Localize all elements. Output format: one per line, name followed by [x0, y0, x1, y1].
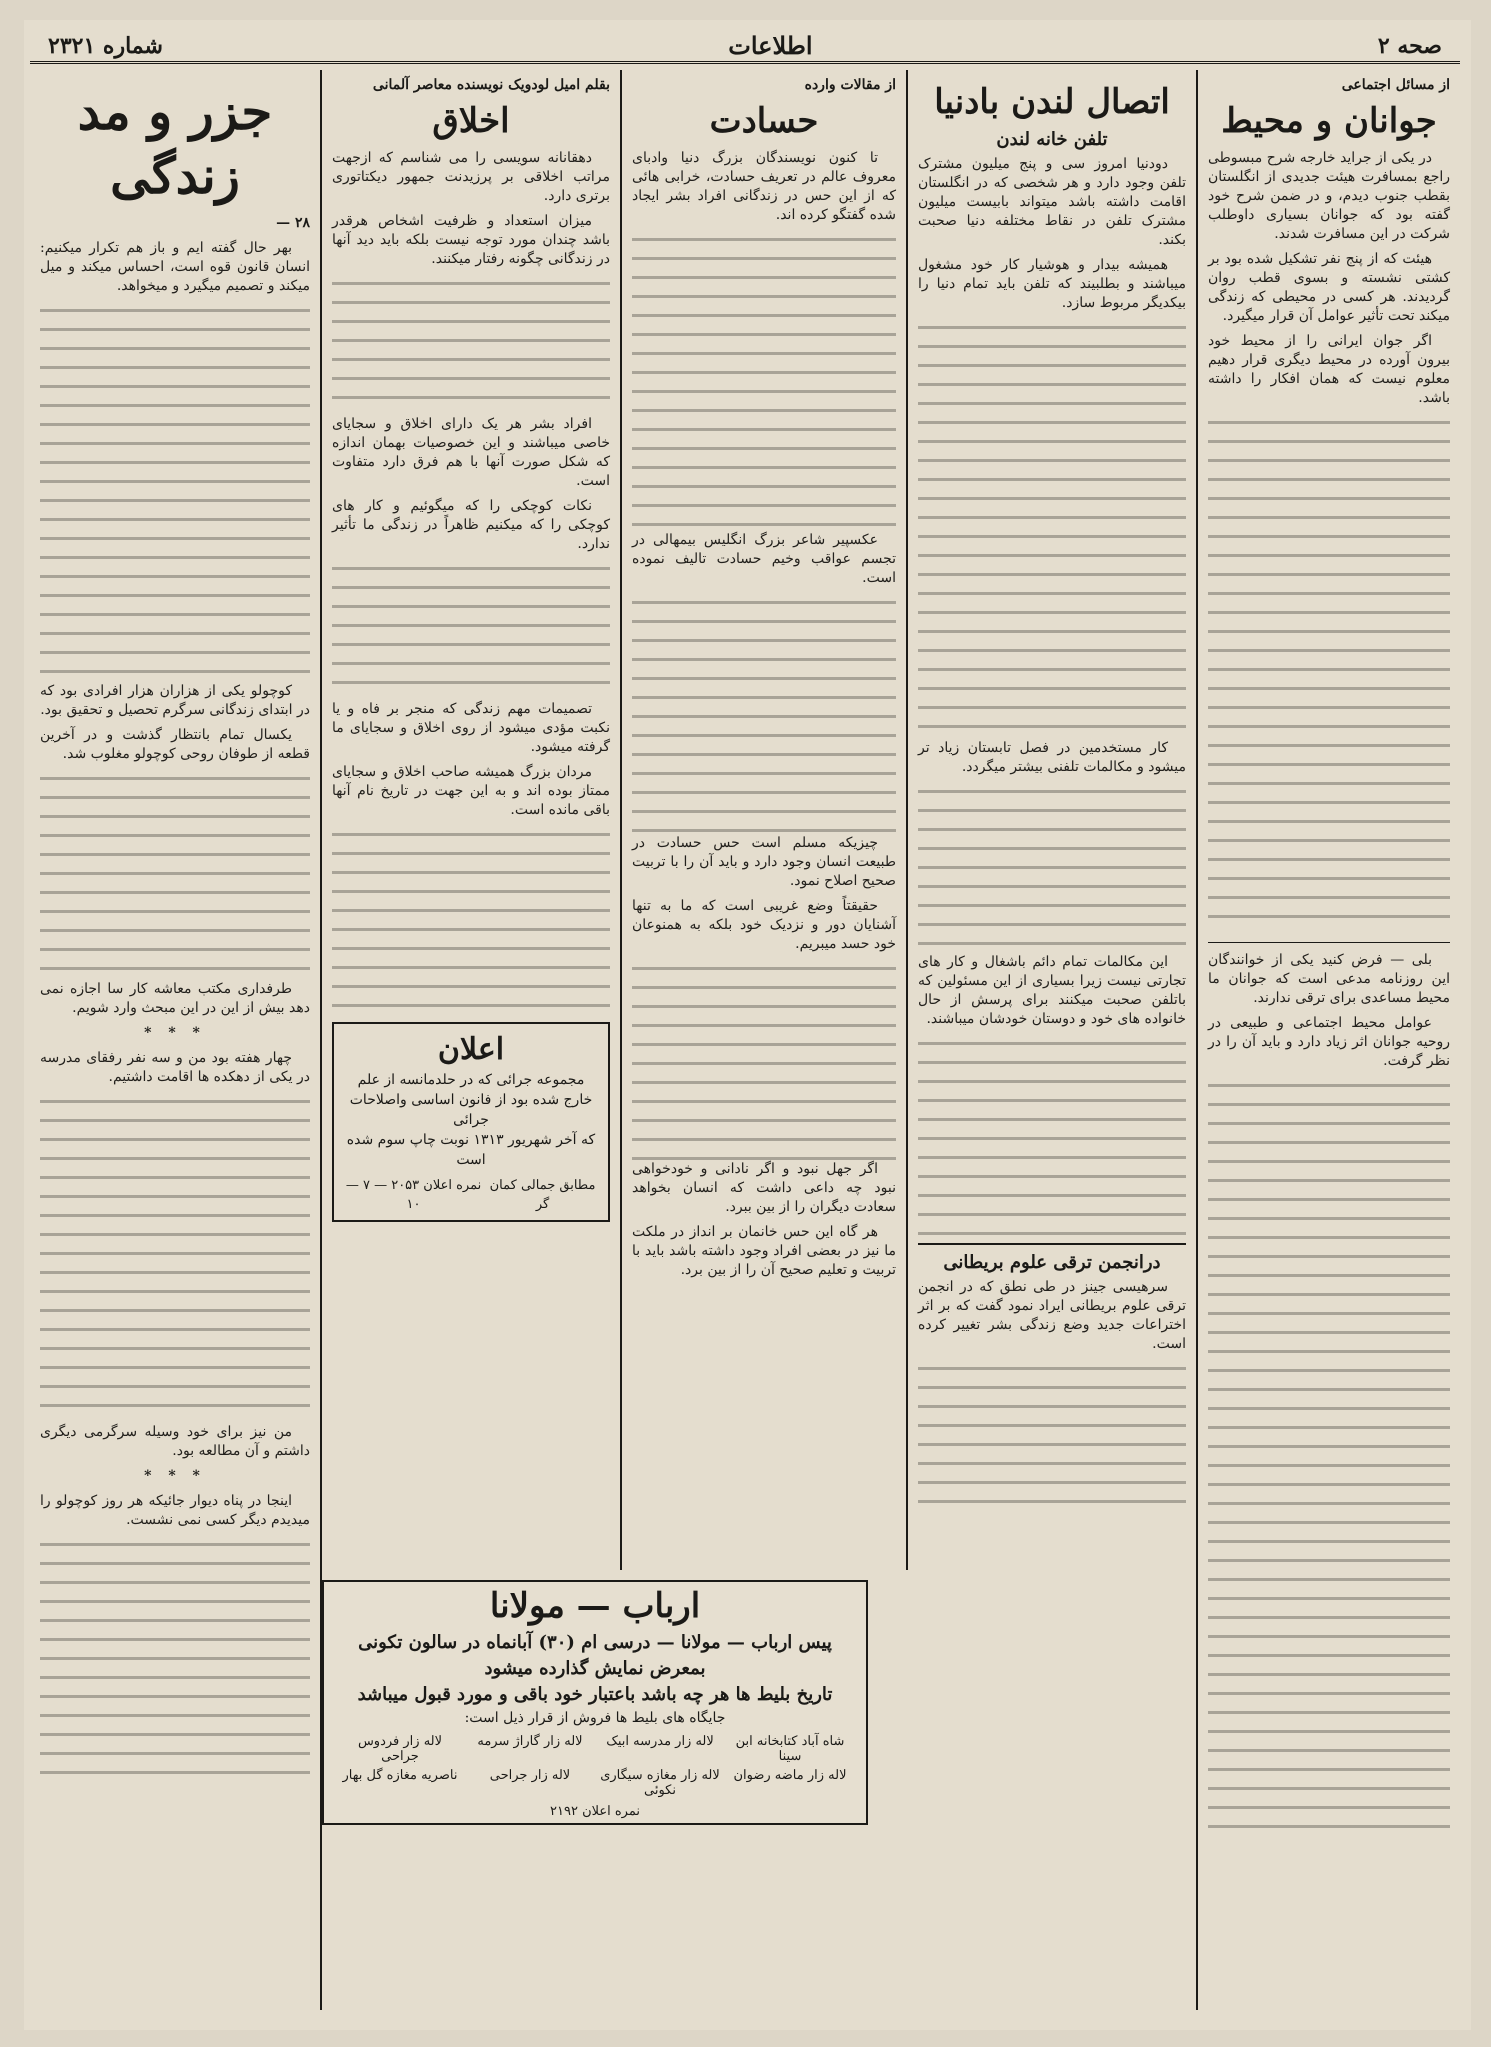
- episode-number: ۲۸ —: [276, 215, 310, 231]
- advert-number: نمره اعلان ۲۱۹۲: [550, 1804, 640, 1819]
- paragraph: چیزیکه مسلم است حس حسادت در طبیعت انسان وجود دارد و باید آن را با تربیت صحیح اصلاح نمود.: [632, 835, 896, 889]
- text-block: [918, 1360, 1186, 1510]
- paragraph: همیشه بیدار و هوشیار کار خود مشغول میباشند و بطلبیند که تلفن باید تمام دنیا را بیکدیگر مربوط سازد.: [918, 257, 1186, 311]
- paragraph: میزان استعداد و ظرفیت اشخاص هرقدر باشد چندان مورد توجه نیست بلکه باید دید آنها در زندگانی چگونه رفتار میکنند.: [332, 213, 610, 267]
- section-kicker: از مقالات وارده: [804, 77, 896, 93]
- paragraph: عکسپیر شاعر بزرگ انگلیس بیمهالی در تجسم عواقب وخیم حسادت تالیف نموده است.: [632, 532, 896, 586]
- text-block: [918, 319, 1186, 739]
- text-block: [1208, 1077, 1450, 1837]
- paragraph: نکات کوچکی را که میگوئیم و کار های کوچکی را که میکنیم ظاهراً در زندگی ما تأثیر ندارد.: [332, 498, 610, 552]
- notice-signature: مطابق جمالی کمان گر: [489, 1178, 596, 1212]
- ticket-location: شاه آباد کتابخانه ابن سینا: [735, 1734, 845, 1764]
- text-block: [40, 1093, 310, 1423]
- masthead: [30, 30, 1460, 64]
- notice-line: مجموعه جرائی که در حلدمانسه از علم خارج شده بود از فانون اساسی واصلاحات جرائی: [349, 1072, 593, 1128]
- ticket-location: لاله زار گاراژ سرمه: [477, 1734, 583, 1749]
- ticket-location: لاله زار ماضه رضوان: [733, 1768, 847, 1783]
- text-block: [40, 1536, 310, 1776]
- text-block: [40, 770, 310, 980]
- notice-meta: [342, 1176, 600, 1214]
- text-block: [632, 231, 896, 531]
- advert-line: تاریخ بلیط ها هر چه باشد باعتبار خود باقی و مورد قبول میباشد: [357, 1684, 833, 1705]
- paragraph: تا کنون نویسندگان بزرگ دنیا وادبای معروف عالم در تعریف حسادت، خرابی هائی که از این حس در زندگانی افراد بشر ایجاد شده گفتگو کرده اند.: [632, 150, 896, 223]
- paper-name: اطلاعات: [728, 31, 813, 60]
- text-block: [632, 960, 896, 1160]
- paragraph: کوچولو یکی از هزاران هزار افرادی بود که در ابتدای زندگانی سرگرم تحصیل و تحقیق بود.: [40, 683, 310, 718]
- paragraph: سرهیسی جینز در طی نطق که در انجمن ترقی علوم بریطانی ایراد نمود گفت که بر اثر اختراعات جدید وضع زندگی بشر تغییر کرده است.: [918, 1279, 1186, 1352]
- ticket-location: لاله زار مغازه سیگاری نکوئی: [600, 1768, 720, 1798]
- column-tides-of-life: [30, 70, 322, 2010]
- advert-line: پیس ارباب — مولانا — درسی ام (۳۰) آبانماه در سالون تکونی: [358, 1632, 832, 1653]
- notice-title: اعلان: [437, 1032, 505, 1067]
- paragraph: مردان بزرگ همیشه صاحب اخلاق و سجایای ممتاز بوده اند و به این جهت در تاریخ نام آنها باقی مانده است.: [332, 764, 610, 818]
- divider: [1208, 942, 1450, 943]
- text-block: [918, 1035, 1186, 1235]
- divider: [918, 1243, 1186, 1245]
- paragraph: این مکالمات تمام دائم باشغال و کار های تجارتی نیست زیرا بسیاری از این مسئولین که باتلفن صحبت میکنند برای پرسش از حال خانواده های خود و دوستان خودشان میباشند.: [918, 954, 1186, 1027]
- paragraph: اگر جهل نبود و اگر نادانی و خودخواهی نبود چه داعی داشت که انسان بخواهد سعادت دیگران را از بین ببرد.: [632, 1161, 896, 1215]
- paragraph: چهار هفته بود من و سه نفر رفقای مدرسه در یکی از دهکده ها اقامت داشتیم.: [40, 1050, 310, 1085]
- ticket-location: لاله زار فردوس جراحی: [357, 1734, 443, 1764]
- text-block: [40, 302, 310, 682]
- column-ethics: [322, 70, 622, 1570]
- article-headline: اخلاق: [432, 101, 510, 141]
- paragraph: افراد بشر هر یک دارای اخلاق و سجایای خاصی میباشند و این خصوصیات بهمان اندازه که شکل صورت آنها با هم فرق دارد متفاوت است.: [332, 416, 610, 489]
- article-subhead: درانجمن ترقی علوم بریطانی: [943, 1252, 1161, 1273]
- ticket-location: لاله زار مدرسه ابیک: [606, 1734, 714, 1749]
- column-social: [1198, 70, 1460, 2010]
- paragraph: دودنیا امروز سی و پنج میلیون مشترک تلفن وجود دارد و هر شخصی که در انگلستان اقامت داشته باشد میتواند بابیست میلیون مشترک تلفن در نقاط مختلفه دنیا صحبت بکند.: [918, 156, 1186, 248]
- column-jealousy: [622, 70, 908, 1570]
- ticket-location: ناصریه مغازه گل بهار: [342, 1768, 458, 1783]
- section-separator: * * *: [144, 1468, 206, 1484]
- text-block: [332, 826, 610, 1016]
- ticket-location: لاله زار جراحی: [489, 1768, 571, 1783]
- paragraph: تصمیمات مهم زندگی که منجر بر فاه و یا نکبت مؤدی میشود از روی اخلاق و سجایای ما گرفته میشود.: [332, 701, 610, 755]
- paragraph: طرفداری مکتب معاشه کار سا اجازه نمی دهد بیش از این در این مبحث وارد شویم.: [40, 981, 310, 1016]
- text-block: [632, 594, 896, 834]
- column-telephone: [908, 70, 1198, 2010]
- section-kicker: بقلم امیل لودویک نویسنده معاصر آلمانی: [372, 77, 610, 93]
- paragraph: اگر جوان ایرانی را از محیط خود بیرون آورده در محیط دیگری قرار دهیم معلوم نیست که همان افکار را داشته باشد.: [1208, 333, 1450, 406]
- notice-box: [332, 1022, 610, 1222]
- paragraph: دهقانانه سویسی را می شناسم که ازجهت مراتب اخلاقی بر پرزیدنت جمهور دیکتاتوری برتری دارد.: [332, 150, 610, 204]
- paragraph: اینجا در پناه دیوار جائیکه هر روز کوچولو را میدیدم دیگر کسی نمی نشست.: [40, 1493, 310, 1528]
- paragraph: کار مستخدمین در فصل تابستان زیاد تر میشود و مکالمات تلفنی بیشتر میگردد.: [918, 740, 1186, 775]
- paragraph: بهر حال گفته ایم و باز هم تکرار میکنیم: انسان قانون قوه است، احساس میکند و میل میکند و تصمیم میگیرد و میخواهد.: [40, 240, 310, 294]
- paragraph: هیئت که از پنج نفر تشکیل شده بود بر کشتی نشسته و بسوی قطب روان گردیدند. هر کسی در محیطی که زندگی میکند تحت تأثیر عوامل آن قرار میگیرد.: [1208, 251, 1450, 324]
- paragraph: در یکی از جراید خارجه شرح مبسوطی راجع بمسافرت هیئت جدیدی از انگلستان بقطب جنوب دیدم، و در ضمن شرح خود گفته بود که جوانان بسیاری داوطلب شرکت در این مسافرت شدند.: [1208, 150, 1450, 242]
- advert-subtitle: جایگاه های بلیط ها فروش از قرار ذیل است:: [464, 1710, 726, 1726]
- issue-number: شماره ۲۳۲۱: [48, 32, 163, 59]
- ticket-locations: [324, 1728, 866, 1804]
- paragraph: هر گاه این حس خانمان بر انداز در ملکت ما نیز در بعضی افراد وجود داشته باشد باید با تربیت و تعلیم صحیح آن را از بین برد.: [632, 1224, 896, 1278]
- section-kicker: از مسائل اجتماعی: [1341, 77, 1450, 93]
- article-headline: جوانان و محیط: [1221, 101, 1437, 141]
- article-headline: اتصال لندن بادنیا: [934, 82, 1170, 122]
- section-separator: * * *: [144, 1025, 206, 1041]
- text-block: [332, 560, 610, 700]
- text-block: [918, 783, 1186, 953]
- text-block: [332, 275, 610, 415]
- theater-advert: [322, 1580, 868, 1825]
- article-headline: حسادت: [709, 101, 819, 141]
- columns: [30, 70, 1460, 2010]
- advert-line: بمعرض نمایش گذارده میشود: [484, 1658, 706, 1679]
- paragraph: یکسال تمام بانتظار گذشت و در آخرین قطعه از طوفان روحی کوچولو مغلوب شد.: [40, 727, 310, 762]
- notice-line: که آخر شهریور ۱۳۱۳ نوبت چاپ سوم شده است: [346, 1132, 596, 1168]
- text-block: [1208, 414, 1450, 934]
- paragraph: بلی — فرض کنید یکی از خوانندگان این روزنامه مدعی است که جوانان ما محیط مساعدی برای ترقی ندارند.: [1208, 952, 1450, 1006]
- notice-number: نمره اعلان ۲۰۵۳ — ۷ — ۱۰: [345, 1178, 482, 1212]
- paragraph: من نیز برای خود وسیله سرگرمی دیگری داشتم و آن مطالعه بود.: [40, 1424, 310, 1459]
- paragraph: حقیقتاً وضع غریبی است که ما به تنها آشنایان دور و نزدیک خود بلکه به همنوعان خود حسد میبریم.: [632, 898, 896, 952]
- page-number: صحه ۲: [1377, 32, 1442, 59]
- serial-headline: جزر و مد زندگی: [77, 82, 273, 205]
- paragraph: عوامل محیط اجتماعی و طبیعی در روحیه جوانان اثر زیاد دارد و باید آن را در نظر گرفت.: [1208, 1015, 1450, 1069]
- article-subhead: تلفن خانه لندن: [996, 129, 1108, 150]
- advert-title: ارباب — مولانا: [489, 1586, 701, 1626]
